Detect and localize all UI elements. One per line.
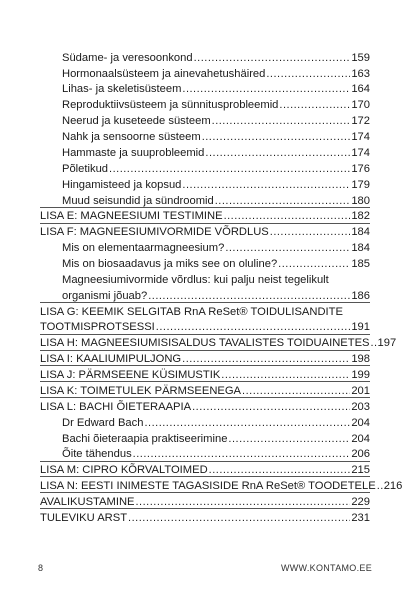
toc-entry-page: 172 bbox=[351, 115, 370, 128]
toc-entry-title: LISA K: TOIMETULEK PÄRMSEENEGA bbox=[40, 384, 242, 397]
dot-leader bbox=[182, 177, 350, 193]
toc-entry-title: Dr Edward Bach bbox=[62, 416, 144, 429]
dot-leader bbox=[278, 256, 350, 272]
toc-entry-page: 164 bbox=[351, 83, 370, 96]
dot-leader bbox=[371, 335, 377, 351]
toc-entry bbox=[62, 66, 370, 82]
toc-entry-page: 174 bbox=[351, 146, 370, 159]
toc-entry-page: 184 bbox=[351, 226, 370, 239]
toc-entry-page: 206 bbox=[351, 448, 370, 461]
toc-entry-title: Muud seisundid ja sündroomid bbox=[62, 194, 214, 207]
dot-leader bbox=[192, 399, 350, 415]
dot-leader bbox=[212, 113, 351, 129]
toc-entry bbox=[62, 240, 370, 256]
toc-entry-title: Põletikud bbox=[62, 162, 109, 175]
toc-entry-page: 180 bbox=[351, 194, 370, 207]
toc-entry-page: 229 bbox=[351, 496, 370, 509]
website-url: WWW.KONTAMO.EE bbox=[280, 563, 372, 573]
toc-entry-page: 163 bbox=[351, 67, 370, 80]
toc-entry-title: Neerud ja kuseteede süsteem bbox=[62, 115, 211, 128]
toc-entry-title: LISA J: PÄRMSEENE KÜSIMUSTIK bbox=[40, 369, 221, 382]
dot-leader bbox=[266, 66, 350, 82]
toc-entry-title: Bachi õieteraapia praktiseerimine bbox=[62, 432, 228, 445]
toc-entry-title: AVALIKUSTAMINE bbox=[40, 496, 135, 509]
toc-entry-title: LISA F: MAGNEESIUMIVORMIDE VÕRDLUS bbox=[40, 226, 269, 239]
toc-entry bbox=[62, 161, 370, 177]
toc-entry-title-line: Magneesiumivormide võrdlus: kui palju neist tegelikult bbox=[62, 273, 329, 286]
toc-entry-page: 186 bbox=[351, 289, 370, 302]
toc-entry-page: 184 bbox=[351, 242, 370, 255]
toc-entry-title: LISA L: BACHI ÕIETERAAPIA bbox=[40, 400, 192, 413]
toc-entry-page: 174 bbox=[351, 131, 370, 144]
dot-leader bbox=[228, 431, 350, 447]
toc-entry-title: LISA I: KAALIUMIPULJONG bbox=[40, 353, 182, 366]
dot-leader bbox=[182, 81, 350, 97]
section-divider bbox=[40, 492, 370, 493]
dot-leader bbox=[270, 224, 351, 240]
section-divider bbox=[40, 476, 370, 477]
toc-entry bbox=[62, 415, 370, 431]
toc-entry-page: 197 bbox=[377, 337, 397, 350]
dot-leader bbox=[128, 510, 350, 526]
dot-leader bbox=[225, 240, 350, 256]
toc-entry-title: Mis on elementaarmagneesium? bbox=[62, 242, 225, 255]
dot-leader bbox=[144, 415, 350, 431]
toc-entry-page: 203 bbox=[351, 400, 370, 413]
toc-entry-page: 204 bbox=[351, 416, 370, 429]
toc-entry bbox=[62, 97, 370, 113]
toc-entry bbox=[62, 129, 370, 145]
toc-entry bbox=[62, 145, 370, 161]
toc-entry bbox=[40, 224, 370, 240]
toc-entry bbox=[62, 50, 370, 66]
toc-entry-title: Hingamisteed ja kopsud bbox=[62, 178, 182, 191]
dot-leader bbox=[377, 478, 383, 494]
toc-entry bbox=[62, 81, 370, 97]
section-divider bbox=[40, 508, 370, 509]
toc-entry-title: LISA H: MAGNEESIUMISISALDUS TAVALISTES TOIDUAINETES bbox=[40, 337, 370, 350]
toc-entry-page: 204 bbox=[351, 432, 370, 445]
toc-entry-page: 215 bbox=[351, 464, 370, 477]
page-number: 8 bbox=[38, 563, 44, 573]
toc-entry-page: 179 bbox=[351, 178, 370, 191]
toc-entry-title: Südame- ja veresoonkond bbox=[62, 51, 193, 64]
toc-entry bbox=[40, 399, 370, 415]
toc-entry-page: 216 bbox=[383, 480, 403, 493]
toc-entry-title-line: LISA G: KEEMIK SELGITAB RnA ReSet® TOIDULISANDITE bbox=[40, 305, 343, 318]
toc-entry-title: Reproduktiivsüsteem ja sünnitusprobleemid bbox=[62, 99, 279, 112]
toc-entry-page: 182 bbox=[351, 210, 370, 223]
toc-entry-page: 199 bbox=[351, 369, 370, 382]
toc-entry-title: Mis on biosaadavus ja miks see on oluline? bbox=[62, 257, 278, 270]
toc-entry bbox=[62, 431, 370, 447]
toc-entry-title: Lihas- ja skeletisüsteem bbox=[62, 83, 182, 96]
toc-entry bbox=[62, 113, 370, 129]
toc-entry bbox=[62, 256, 370, 272]
toc-entry-title: LISA E: MAGNEESIUMI TESTIMINE bbox=[40, 210, 223, 223]
toc-entry bbox=[62, 177, 370, 193]
toc-entry-title: organismi jõuab? bbox=[62, 289, 148, 302]
toc-entry-page: 159 bbox=[351, 51, 370, 64]
toc-entry-title: Hormonaalsüsteem ja ainevahetushäired bbox=[62, 67, 266, 80]
dot-leader bbox=[194, 50, 351, 66]
toc-entry-page: 176 bbox=[351, 162, 370, 175]
dot-leader bbox=[279, 97, 350, 113]
dot-leader bbox=[202, 129, 351, 145]
toc-entry-page: 185 bbox=[351, 257, 370, 270]
toc-entry-title: Hammaste ja suuprobleemid bbox=[62, 146, 205, 159]
toc-entry bbox=[40, 510, 370, 526]
toc-entry-page: 191 bbox=[351, 321, 370, 334]
toc-entry-title: LISA M: CIPRO KÕRVALTOIMED bbox=[40, 464, 208, 477]
toc-entry-title: Nahk ja sensoorne süsteem bbox=[62, 131, 201, 144]
toc-entry-title: Õite tähendus bbox=[62, 448, 132, 461]
toc-entry-title: LISA N: EESTI INIMESTE TAGASISIDE RnA ReSet® TOODETELE bbox=[40, 480, 376, 493]
dot-leader bbox=[205, 145, 350, 161]
toc-entry-title: TOOTMISPROTSESSI bbox=[40, 321, 155, 334]
toc-entry-page: 198 bbox=[351, 353, 370, 366]
toc-entry-page: 231 bbox=[351, 512, 370, 525]
toc-entry-title: TULEVIKU ARST bbox=[40, 512, 128, 525]
dot-leader bbox=[109, 161, 350, 177]
toc-entry-page: 170 bbox=[351, 99, 370, 112]
toc-entry-page: 201 bbox=[351, 384, 370, 397]
